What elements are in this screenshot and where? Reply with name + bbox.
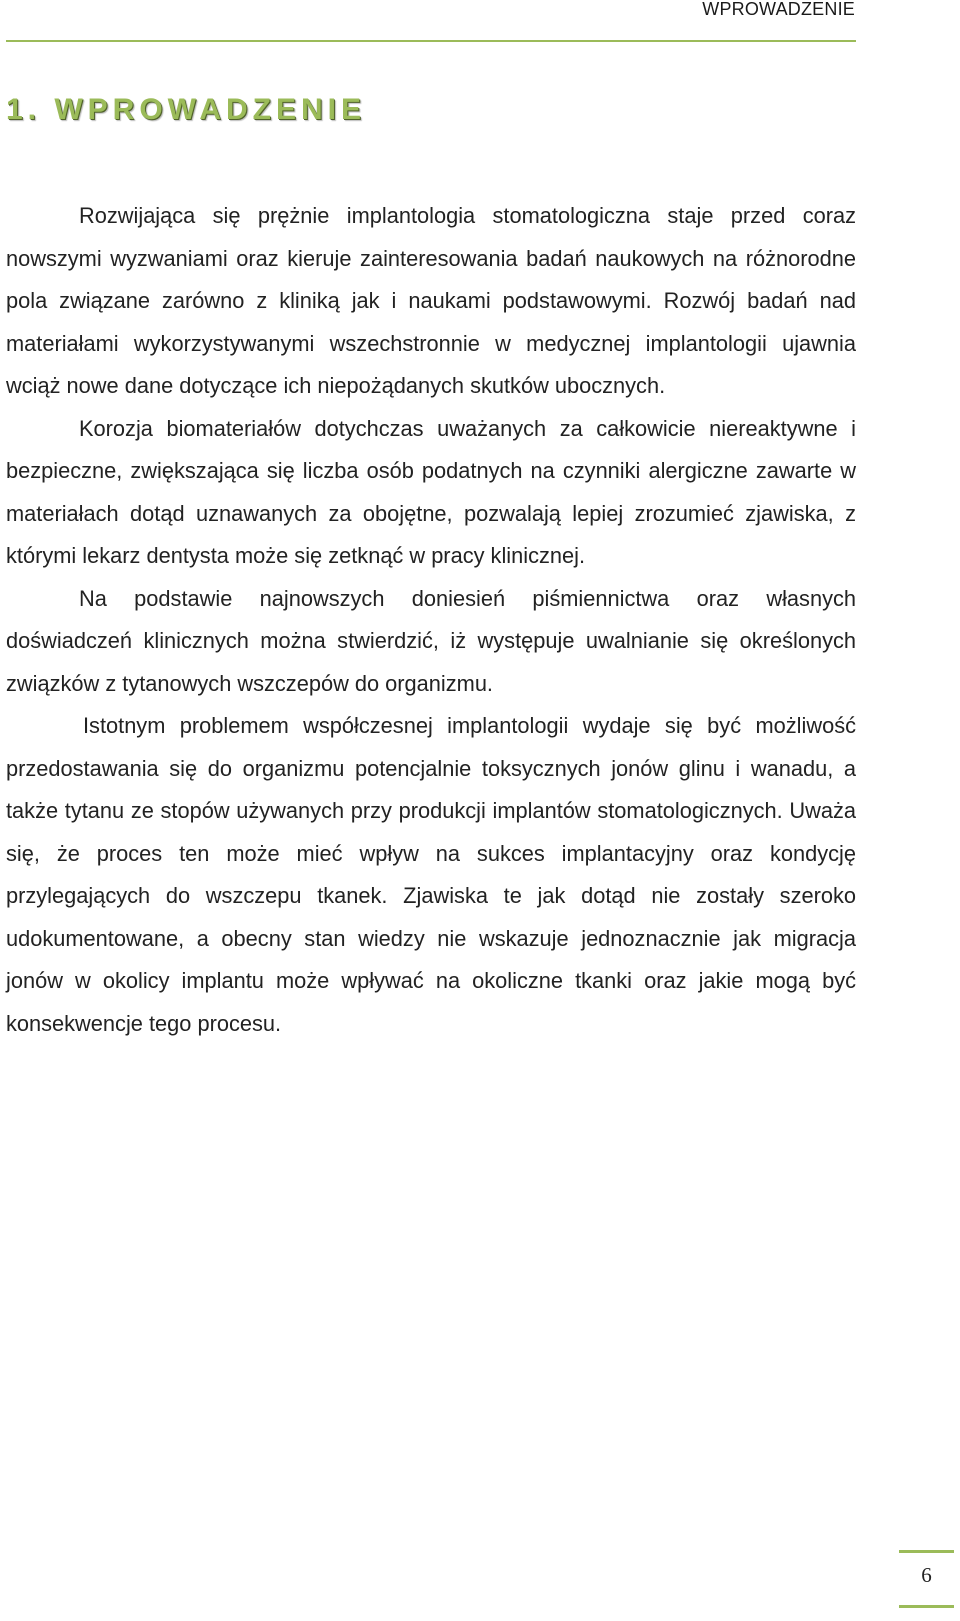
- page-number-bottom-rule: [899, 1605, 954, 1608]
- header-divider: [6, 40, 856, 42]
- running-header-title: WPROWADZENIE: [702, 0, 855, 19]
- paragraph-corrosion: Korozja biomateriałów dotychczas uważanych za całkowicie niereaktywne i bezpieczne, zwiększająca się liczba osób podatnych na czynniki alergiczne zawarte w materiałach dotąd uznawanych za obojętne, pozwalają lepiej zrozumieć zjawiska, z którymi lekarz dentysta może się zetknąć w pracy klinicznej.: [6, 415, 856, 568]
- paragraph-problem: Istotnym problemem współczesnej implantologii wydaje się być możliwość przedostawania się do organizmu potencjalnie toksycznych jonów glinu i wanadu, a także tytanu ze stopów używanych przy produkcji implantów stomatologicznych. Uważa się, że proces ten może mieć wpływ na sukces implantacyjny oraz kondycję przylegających do wszczepu tkanek. Zjawiska te jak dotąd nie zostały szeroko udokumentowane, a obecny stan wiedzy nie wskazuje jednoznacznie jak migracja jonów w okolicy implantu może wpływać na okoliczne tkanki oraz jakie mogą być konsekwencje tego procesu.: [6, 713, 856, 1036]
- section-heading: 1. WPROWADZENIE: [6, 93, 367, 126]
- document-body: [6, 195, 856, 1045]
- page-number-top-rule: [899, 1550, 954, 1553]
- page-number: 6: [921, 1563, 932, 1587]
- paragraph-literature: Na podstawie najnowszych doniesień piśmiennictwa oraz własnych doświadczeń klinicznych można stwierdzić, iż występuje uwalnianie się określonych związków z tytanowych wszczepów do organizmu.: [6, 585, 856, 696]
- paragraph-intro: Rozwijająca się prężnie implantologia stomatologiczna staje przed coraz nowszymi wyzwaniami oraz kieruje zainteresowania badań naukowych na różnorodne pola związane zarówno z kliniką jak i naukami podstawowymi. Rozwój badań nad materiałami wykorzystywanymi wszechstronnie w medycznej implantologii ujawnia wciąż nowe dane dotyczące ich niepożądanych skutków ubocznych.: [6, 203, 856, 398]
